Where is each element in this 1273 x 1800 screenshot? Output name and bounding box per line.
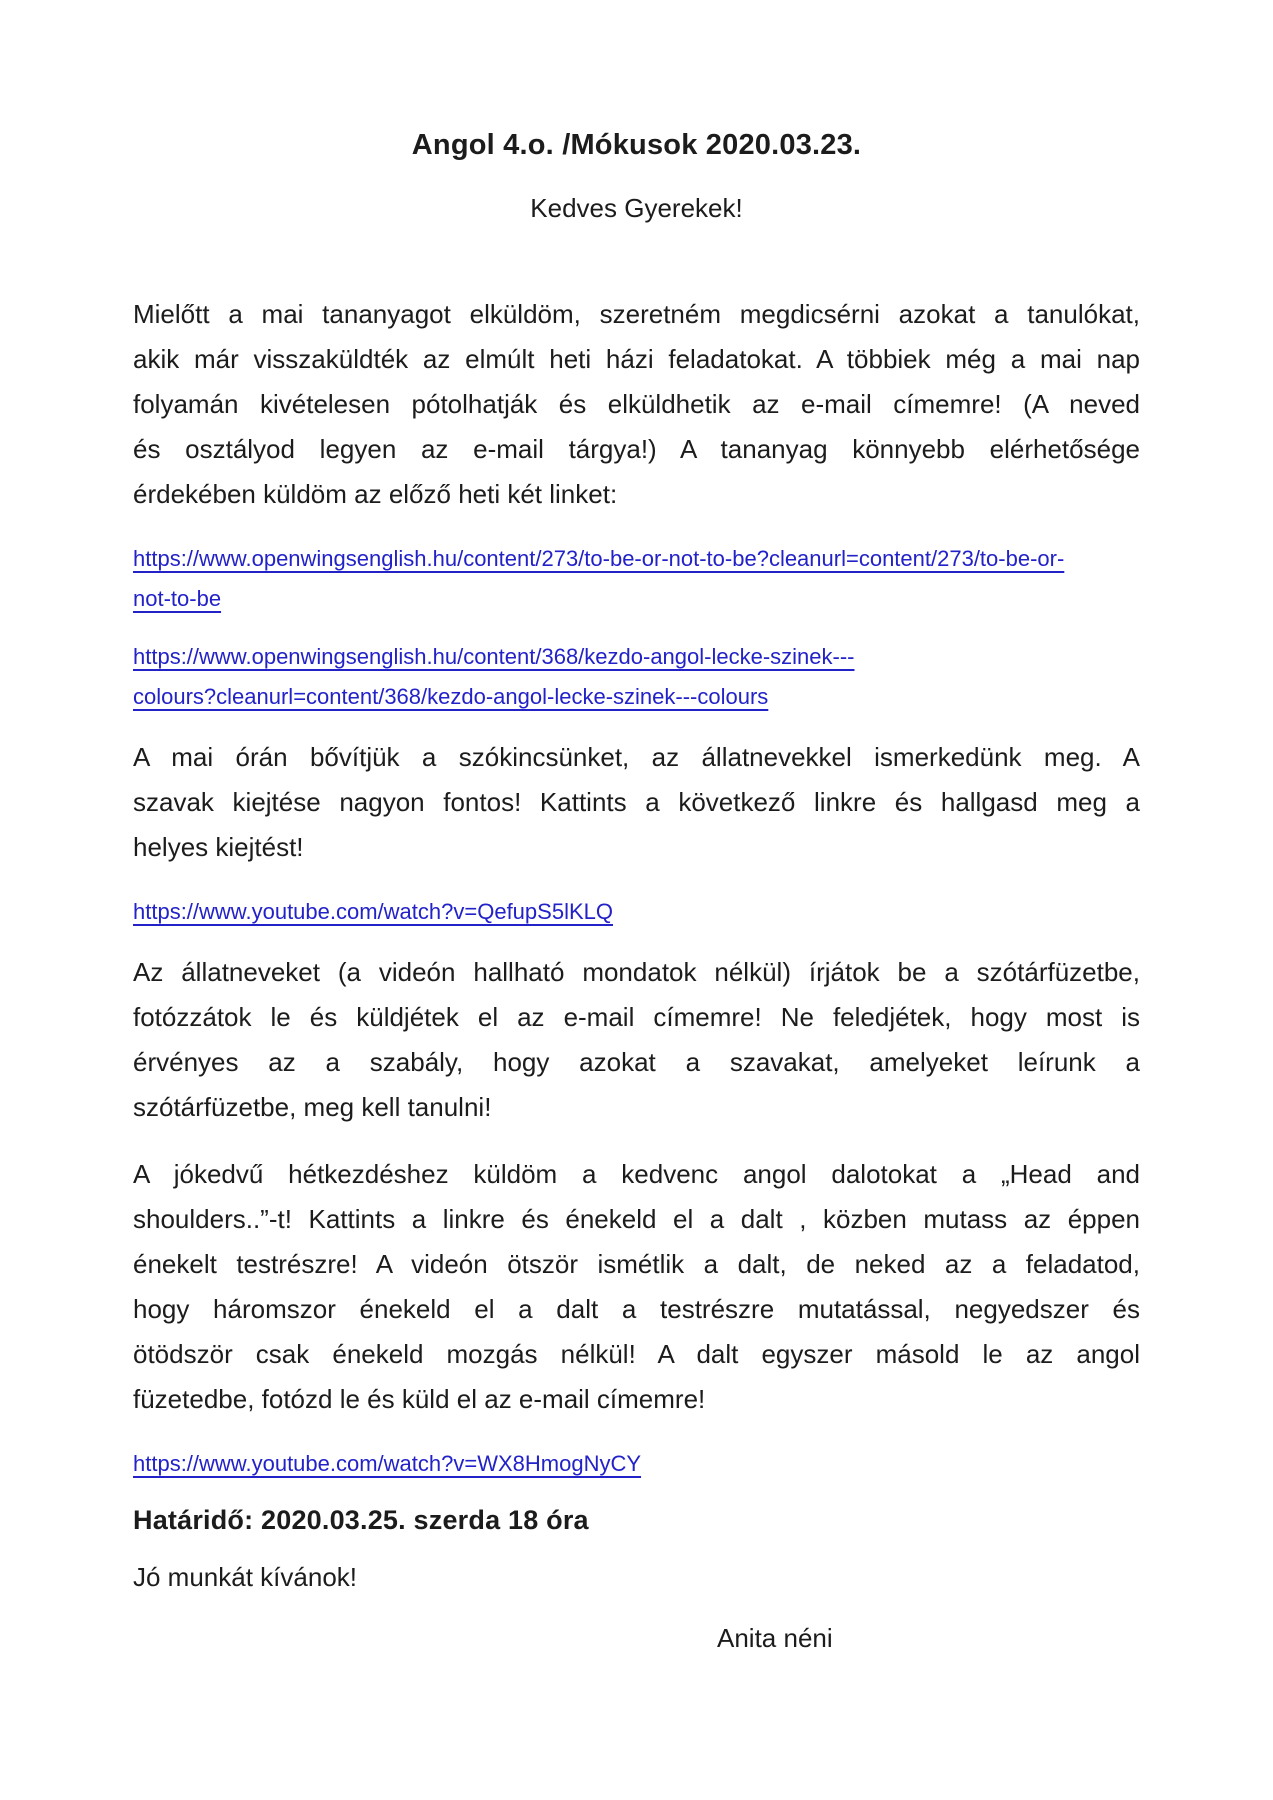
- deadline-line: Határidő: 2020.03.25. szerda 18 óra: [133, 1505, 589, 1535]
- signature: Anita néni: [717, 1623, 833, 1653]
- paragraph-intro: Mielőtt a mai tananyagot elküldöm, szeretném megdicsérni azokat a tanulókat, akik már visszaküldték az elmúlt heti házi feladatokat. A többiek még a mai nap folyamán kivételesen pótolhatják és elküldhetik az e-mail címemre! (A neved és osztályod legyen az e-mail tárgya!) A tananyag könnyebb elérhetősége érdekében küldöm az előző heti két linket:: [133, 299, 1140, 509]
- paragraph-dictation: Az állatneveket (a videón hallható mondatok nélkül) írjátok be a szótárfüzetbe, fotózzátok le és küldjétek el az e-mail címemre! Ne feledjétek, hogy most is érvényes az a szabály, hogy azokat a szavakat, amelyeket leírunk a szótárfüzetbe, meg kell tanulni!: [133, 957, 1140, 1122]
- paragraph-vocabulary: A mai órán bővítjük a szókincsünket, az állatnevekkel ismerkedünk meg. A szavak kiejtése nagyon fontos! Kattints a következő linkre és hallgasd meg a helyes kiejtést!: [133, 742, 1140, 862]
- closing-line: Jó munkát kívánok!: [133, 1562, 357, 1592]
- link-openwings-colours[interactable]: https://www.openwingsenglish.hu/content/368/kezdo-angol-lecke-szinek--- colours?cleanurl=content/368/kezdo-angol-lecke-szinek---colours: [133, 644, 855, 709]
- greeting-line: Kedves Gyerekek!: [530, 193, 743, 223]
- paragraph-song: A jókedvű hétkezdéshez küldöm a kedvenc angol dalotokat a „Head and shoulders..”-t! Kattints a linkre és énekeld el a dalt , közben mutass az éppen énekelt testrészre! A videón ötször ismétlik a dalt, de neked az a feladatod, hogy háromszor énekeld el a dalt a testrészre mutatással, negyedszer és ötödször csak énekeld mozgás nélkül! A dalt egyszer másold le az angol füzetedbe, fotózd le és küld el az e-mail címemre!: [133, 1159, 1140, 1414]
- link-youtube-pronunciation[interactable]: https://www.youtube.com/watch?v=QefupS5lKLQ: [133, 899, 613, 924]
- link-youtube-song[interactable]: https://www.youtube.com/watch?v=WX8HmogNyCY: [133, 1451, 642, 1476]
- link-openwings-to-be-or-not-to-be[interactable]: https://www.openwingsenglish.hu/content/273/to-be-or-not-to-be?cleanurl=content/273/to-be-or- not-to-be: [133, 546, 1065, 611]
- document-title: Angol 4.o. /Mókusok 2020.03.23.: [411, 129, 862, 161]
